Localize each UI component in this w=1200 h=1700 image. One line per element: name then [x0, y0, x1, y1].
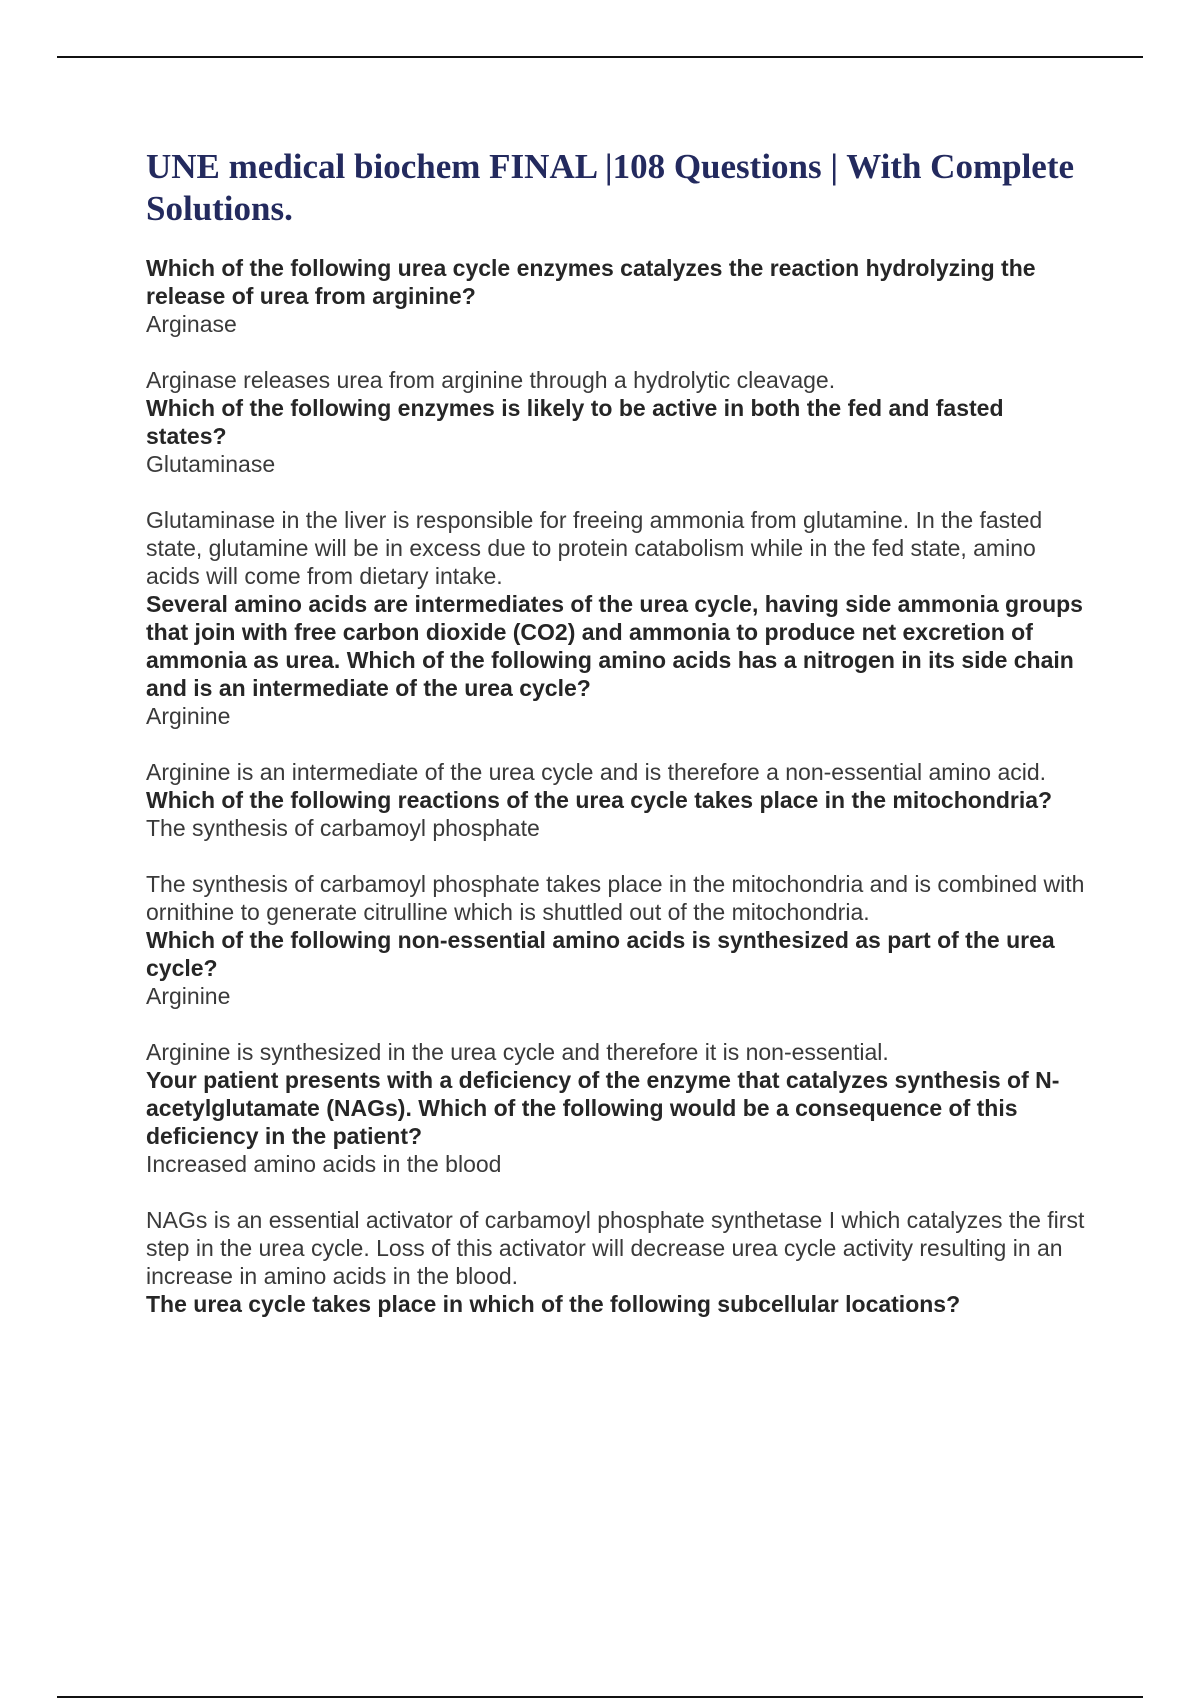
answer-text: Increased amino acids in the blood	[146, 1151, 502, 1177]
explanation-text: Glutaminase in the liver is responsible for freeing ammonia from glutamine. In the fasted state, glutamine will be in excess due to protein catabolism while in the fed state, amino acids will come from dietary intake.	[146, 507, 1043, 589]
explanation-text: The synthesis of carbamoyl phosphate takes place in the mitochondria and is combined with ornithine to generate citrulline which is shuttled out of the mitochondria.	[146, 871, 1085, 925]
question-text: Which of the following non-essential amino acids is synthesized as part of the urea cycle?	[146, 927, 1055, 981]
answer-text: Arginine	[146, 983, 231, 1009]
explanation-text: Arginine is synthesized in the urea cycle and therefore it is non-essential.	[146, 1039, 889, 1065]
qa-item-7	[146, 1290, 1090, 1318]
question-text: Your patient presents with a deficiency of the enzyme that catalyzes synthesis of N-acetylglutamate (NAGs). Which of the following would be a consequence of this deficiency in the patient?	[146, 1067, 1060, 1149]
explanation-text: NAGs is an essential activator of carbamoyl phosphate synthetase I which catalyzes the first step in the urea cycle. Loss of this activator will decrease urea cycle activity resulting in an increase in amino acids in the blood.	[146, 1207, 1085, 1289]
qa-item-1	[146, 254, 1090, 394]
explanation-text: Arginase releases urea from arginine through a hydrolytic cleavage.	[146, 367, 836, 393]
question-text: Which of the following reactions of the urea cycle takes place in the mitochondria?	[146, 787, 1053, 813]
answer-text: Glutaminase	[146, 451, 276, 477]
bottom-rule	[57, 1696, 1143, 1698]
answer-text: Arginine	[146, 703, 231, 729]
document-body	[146, 146, 1090, 1318]
qa-item-6	[146, 1066, 1090, 1290]
qa-item-2	[146, 394, 1090, 590]
answer-text: The synthesis of carbamoyl phosphate	[146, 815, 540, 841]
question-text: Which of the following urea cycle enzymes catalyzes the reaction hydrolyzing the release of urea from arginine?	[146, 255, 1036, 309]
question-text: Several amino acids are intermediates of the urea cycle, having side ammonia groups that join with free carbon dioxide (CO2) and ammonia to produce net excretion of ammonia as urea. Which of the following amino acids has a nitrogen in its side chain and is an intermediate of the urea cycle?	[146, 591, 1083, 701]
explanation-text: Arginine is an intermediate of the urea cycle and is therefore a non-essential amino acid.	[146, 759, 1047, 785]
question-text: The urea cycle takes place in which of the following subcellular locations?	[146, 1291, 961, 1317]
document-title: UNE medical biochem FINAL |108 Questions | With Complete Solutions.	[146, 147, 1075, 228]
qa-item-3	[146, 590, 1090, 786]
qa-item-5	[146, 926, 1090, 1066]
question-text: Which of the following enzymes is likely to be active in both the fed and fasted states?	[146, 395, 1004, 449]
qa-item-4	[146, 786, 1090, 926]
top-rule	[57, 56, 1143, 58]
answer-text: Arginase	[146, 311, 237, 337]
